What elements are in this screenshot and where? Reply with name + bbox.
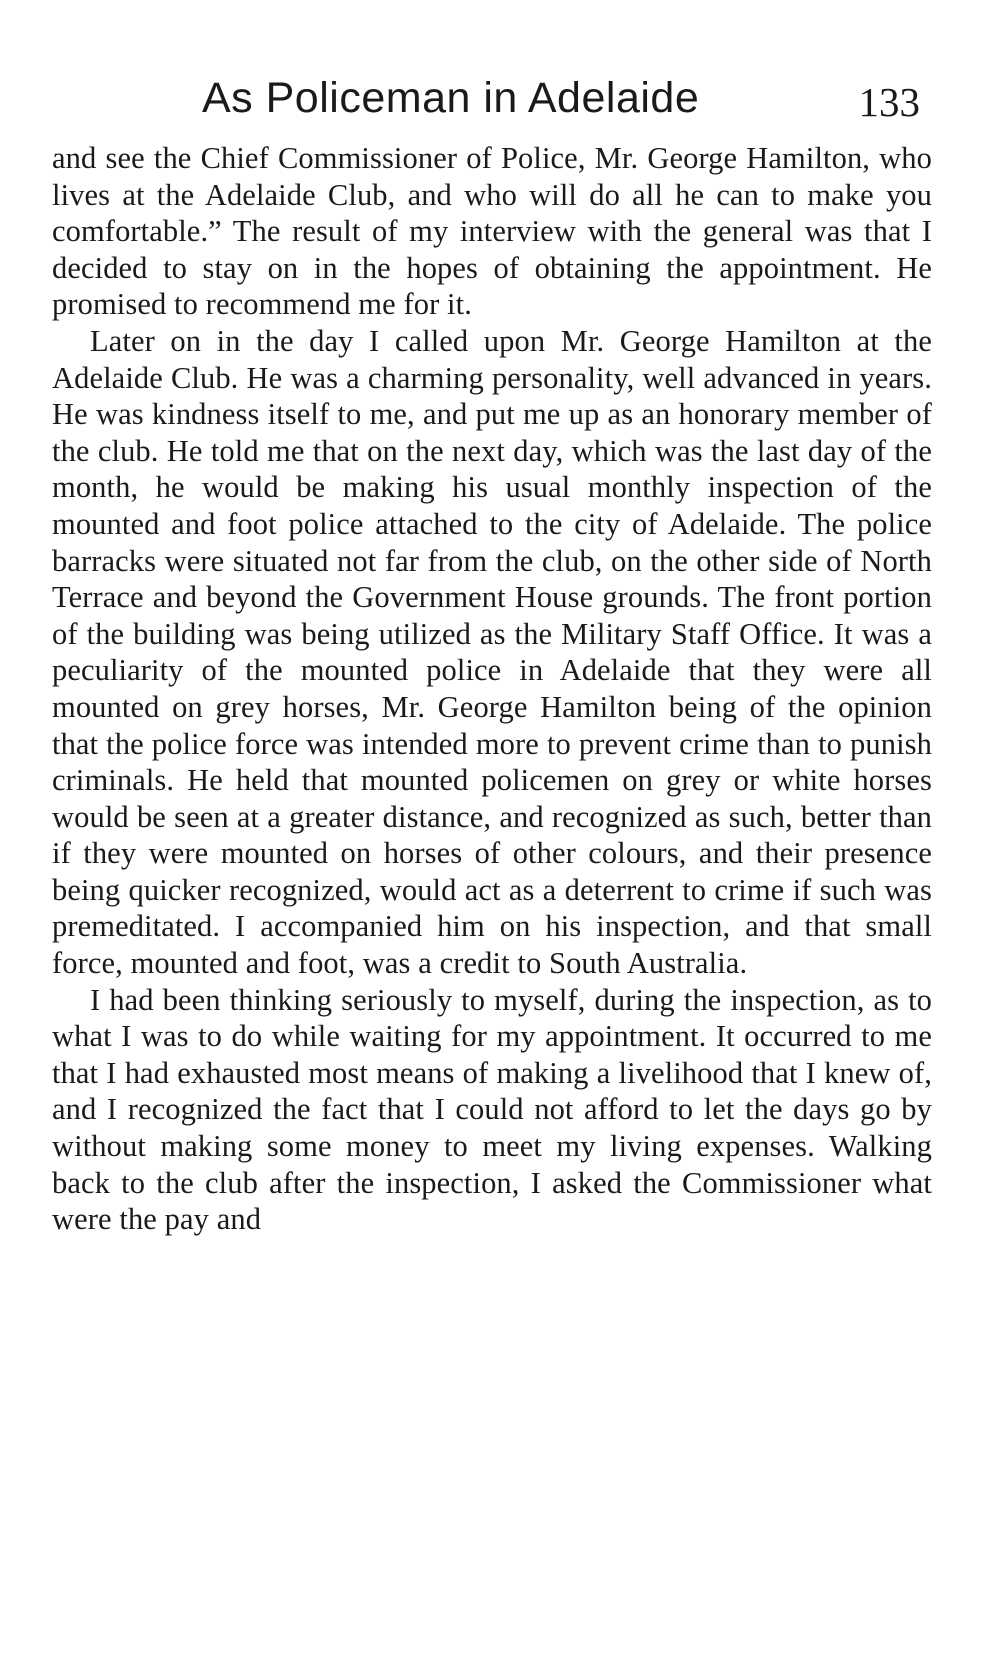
- paragraph-continued: and see the Chief Commissioner of Police, Mr. George Hamilton, who lives at the Adelaide Club, and who will do all he can to make you comfortable.” The result of my interview with the general was that I decided to stay on in the hopes of obtaining the appointment. He promised to recommend me for it.: [52, 141, 932, 322]
- page-title: As Policeman in Adelaide: [202, 74, 700, 122]
- body-text: [52, 140, 932, 1238]
- running-header: [52, 70, 932, 140]
- paragraph-inspection: I had been thinking seriously to myself, during the inspection, as to what I was to do while waiting for my appointment. It occurred to me that I had exhausted most means of making a livelihood that I knew of, and I recognized the fact that I could not afford to let the days go by without making some money to meet my living expenses. Walking back to the club after the inspection, I asked the Commissioner what were the pay and: [52, 982, 932, 1237]
- book-page: [52, 70, 932, 1238]
- paragraph-adelaide-club: Later on in the day I called upon Mr. George Hamilton at the Adelaide Club. He was a charming personality, well advanced in years. He was kindness itself to me, and put me up as an honorary member of the club. He told me that on the next day, which was the last day of the month, he would be making his usual monthly inspection of the mounted and foot police attached to the city of Adelaide. The police barracks were situated not far from the club, on the other side of North Terrace and beyond the Government House grounds. The front portion of the building was being utilized as the Military Staff Office. It was a peculiarity of the mounted police in Adelaide that they were all mounted on grey horses, Mr. George Hamilton being of the opinion that the police force was intended more to prevent crime than to punish criminals. He held that mounted policemen on grey or white horses would be seen at a greater distance, and recognized as such, better than if they were mounted on horses of other colours, and their presence being quicker recognized, would act as a deterrent to crime if such was premeditated. I accompanied him on his inspection, and that small force, mounted and foot, was a credit to South Australia.: [52, 323, 932, 981]
- page-number: 133: [858, 79, 920, 125]
